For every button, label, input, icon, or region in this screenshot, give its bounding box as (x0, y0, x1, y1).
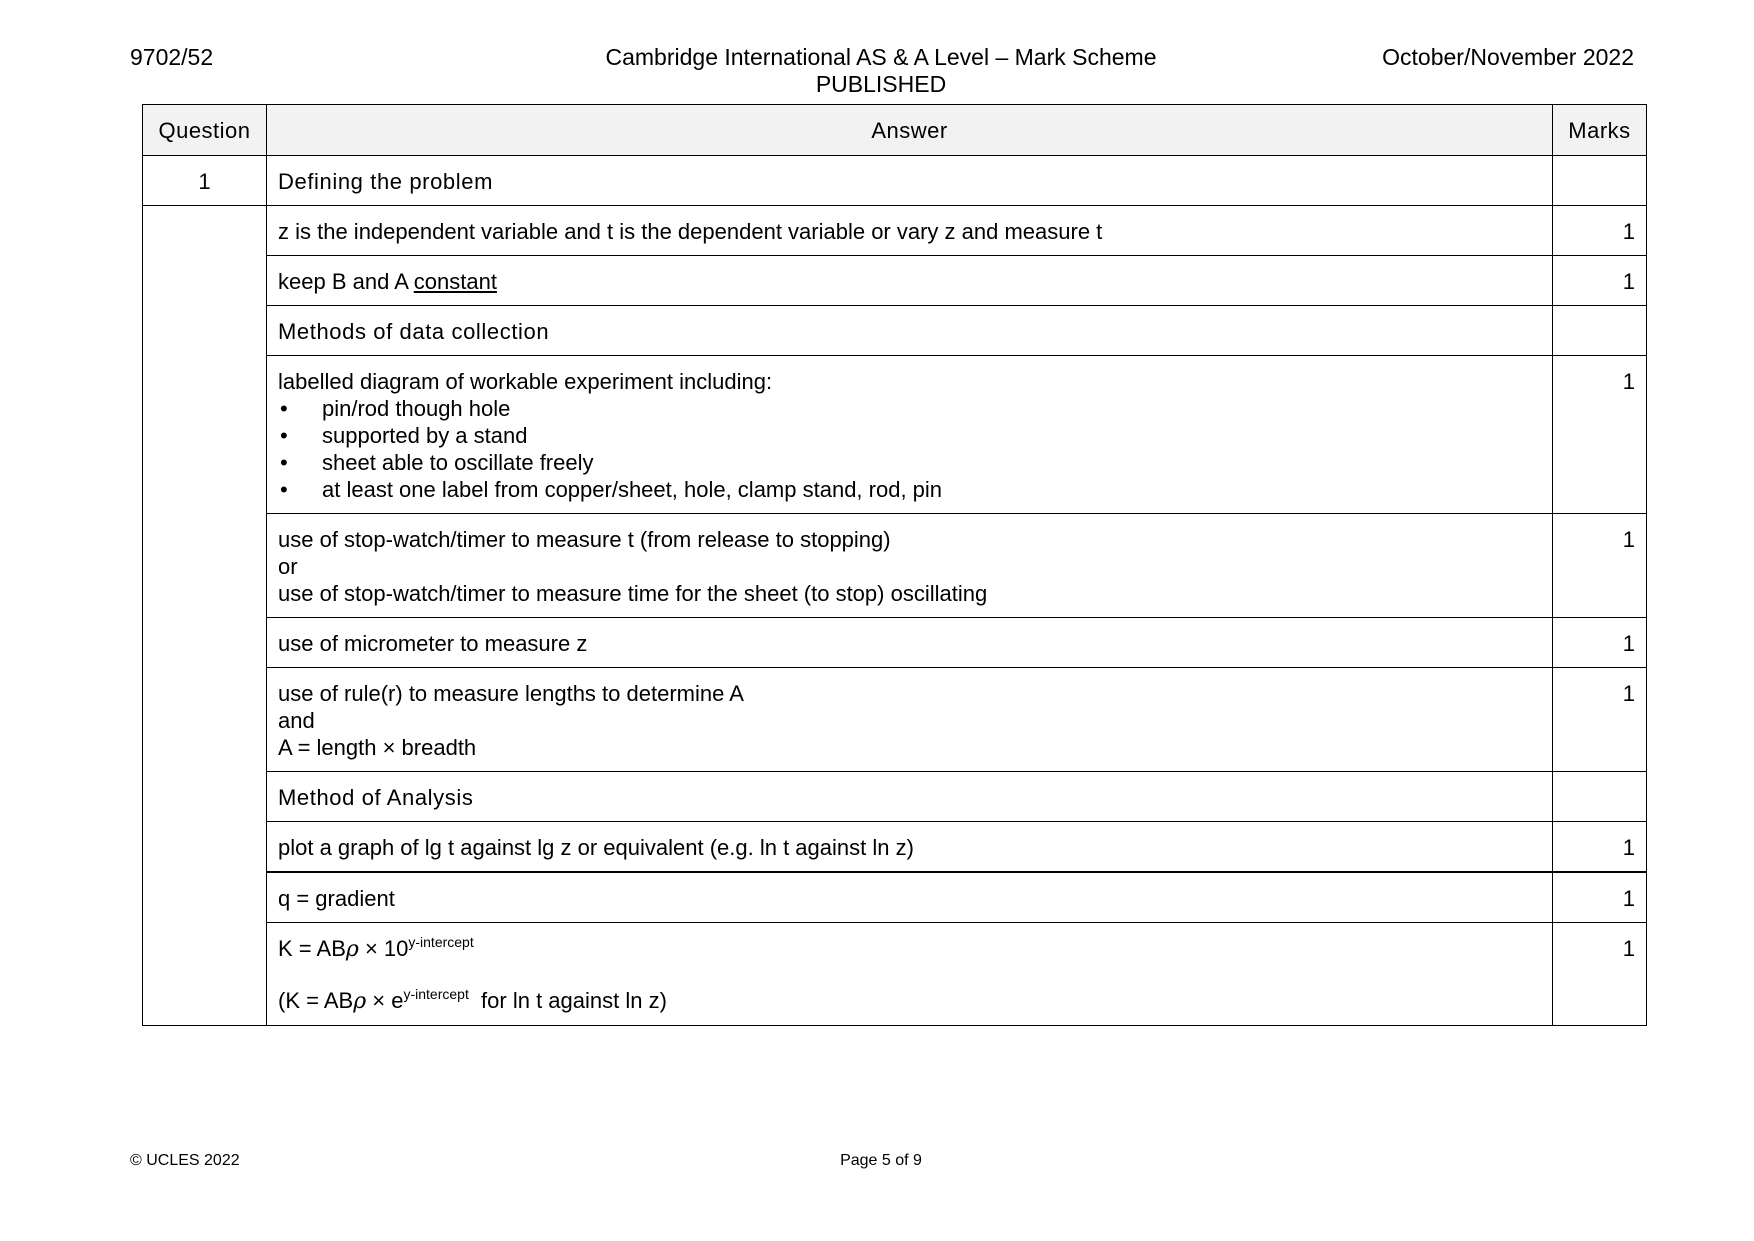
table-row (143, 923, 1647, 1026)
table-row (143, 668, 1647, 772)
answer-line: or (278, 554, 298, 579)
marks-cell: 1 (1553, 618, 1647, 668)
answer-cell: z is the independent variable and t is the dependent variable or vary z and measure t (267, 206, 1553, 256)
formula-line (278, 987, 1541, 1015)
page-number: Page 5 of 9 (840, 1152, 922, 1169)
formula-suffix: for ln t against ln z) (468, 988, 667, 1013)
table-row (143, 356, 1647, 514)
superscript: y-intercept (403, 986, 469, 1002)
rho-symbol: ρ (353, 989, 367, 1014)
formula-prefix: (K = AB (278, 988, 354, 1013)
answer-cell: plot a graph of lg t against lg z or equivalent (e.g. ln t against ln z) (267, 822, 1553, 873)
table-row (143, 514, 1647, 618)
table-header-row (143, 105, 1647, 156)
section-label: Method of Analysis (278, 785, 474, 810)
answer-line: use of stop-watch/timer to measure time for the sheet (to stop) oscillating (278, 581, 988, 606)
answer-cell (267, 668, 1553, 772)
section-label: Methods of data collection (278, 319, 550, 344)
answer-cell (267, 356, 1553, 514)
table-row (143, 156, 1647, 206)
marks-cell: 1 (1553, 668, 1647, 772)
marks-cell (1553, 306, 1647, 356)
formula-times-e: × e (366, 988, 404, 1013)
list-item: • pin/rod though hole (278, 395, 1541, 422)
marks-cell: 1 (1553, 206, 1647, 256)
bullet-list (278, 395, 1541, 503)
marks-cell: 1 (1553, 514, 1647, 618)
underlined-word: constant (413, 269, 497, 294)
list-item: • sheet able to oscillate freely (278, 449, 1541, 476)
table-row (143, 822, 1647, 873)
marks-cell (1553, 772, 1647, 822)
section-heading-defining (267, 156, 1553, 206)
question-number: 1 (143, 156, 267, 206)
title-line: Cambridge International AS & A Level – Mark Scheme (605, 44, 1157, 70)
spacer (278, 963, 1541, 987)
answer-cell (267, 256, 1553, 306)
table-row (143, 256, 1647, 306)
answer-line: and (278, 708, 315, 733)
answer-line: use of rule(r) to measure lengths to determine A (278, 681, 744, 706)
answer-text: keep B and A (278, 269, 414, 294)
formula-prefix: K = AB (278, 936, 346, 961)
answer-header: Answer (267, 105, 1553, 156)
question-header: Question (143, 105, 267, 156)
section-heading-methods (267, 306, 1553, 356)
question-cell-blank (143, 206, 267, 1026)
table-row (143, 206, 1647, 256)
marks-cell: 1 (1553, 923, 1647, 1026)
section-heading-analysis (267, 772, 1553, 822)
marks-cell: 1 (1553, 822, 1647, 873)
marks-header: Marks (1553, 105, 1647, 156)
exam-session: October/November 2022 (1382, 44, 1634, 70)
paper-code: 9702/52 (130, 44, 214, 70)
answer-cell: q = gradient (267, 872, 1553, 923)
list-item: • supported by a stand (278, 422, 1541, 449)
formula-line (278, 935, 1541, 963)
marks-cell: 1 (1553, 356, 1647, 514)
formula-times-ten: × 10 (358, 936, 409, 961)
answer-line: A = length × breadth (278, 735, 477, 760)
table-row (143, 618, 1647, 668)
answer-cell: use of micrometer to measure z (267, 618, 1553, 668)
table-row (143, 872, 1647, 923)
section-label: Defining the problem (278, 169, 494, 194)
table-row (143, 772, 1647, 822)
published-label: PUBLISHED (815, 71, 947, 97)
table-row (143, 306, 1647, 356)
mark-scheme-table (142, 104, 1647, 1026)
answer-cell (267, 923, 1553, 1026)
marks-cell (1553, 156, 1647, 206)
marks-cell: 1 (1553, 872, 1647, 923)
marks-cell: 1 (1553, 256, 1647, 306)
rho-symbol: ρ (345, 937, 359, 962)
copyright: © UCLES 2022 (130, 1152, 240, 1169)
list-item: • at least one label from copper/sheet, hole, clamp stand, rod, pin (278, 476, 1541, 503)
answer-line: use of stop-watch/timer to measure t (from release to stopping) (278, 527, 891, 552)
superscript: y-intercept (408, 934, 474, 950)
answer-cell (267, 514, 1553, 618)
diagram-intro: labelled diagram of workable experiment including: (278, 369, 773, 394)
